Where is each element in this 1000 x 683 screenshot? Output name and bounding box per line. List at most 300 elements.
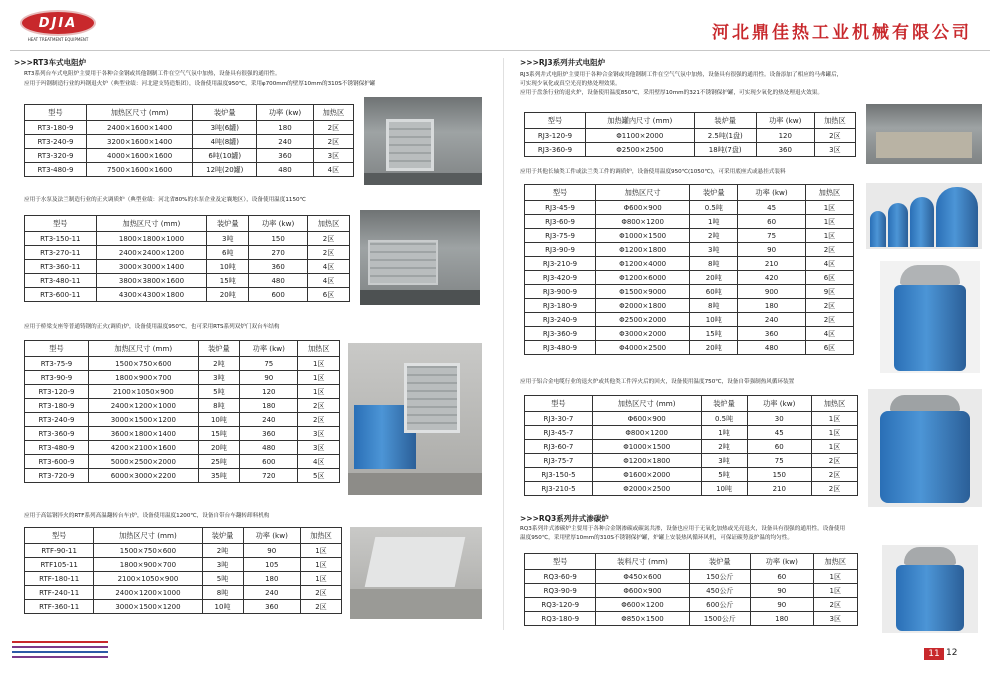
table-cell: 240 (240, 413, 298, 427)
table-cell: 1区 (805, 229, 853, 243)
table-row (525, 243, 854, 257)
column-header: 装炉量 (690, 185, 738, 201)
table-row (525, 313, 854, 327)
table-cell: 2区 (805, 299, 853, 313)
rt3-normalizing-spec-table (24, 215, 350, 302)
table-cell: 4区 (805, 327, 853, 341)
table-row (525, 454, 858, 468)
furnace-rails (360, 290, 480, 305)
table-cell: 30 (747, 412, 812, 426)
table-cell: 2吨 (690, 229, 738, 243)
table-row (25, 544, 342, 558)
table-cell: 2区 (812, 468, 858, 482)
table-cell: RT3-480-9 (25, 163, 87, 177)
table-cell: 480 (240, 441, 298, 455)
table-row (25, 274, 350, 288)
table-cell: 25吨 (198, 455, 240, 469)
rj3-tempering-spec-table (524, 395, 858, 496)
table-cell: 3吨 (198, 371, 240, 385)
column-header: 加热区 (813, 554, 857, 570)
rq3-section-title: >>>RQ3系列井式渗碳炉 (520, 514, 609, 523)
table-cell: 4区 (313, 163, 353, 177)
page-gutter (503, 58, 504, 630)
table-cell: 2区 (301, 586, 342, 600)
table-cell: RJ3-150-5 (525, 468, 593, 482)
table-cell: Φ1200×6000 (596, 271, 690, 285)
column-header: 功率 (kw) (751, 554, 813, 570)
table-cell: 6区 (805, 271, 853, 285)
table-cell: 20吨 (690, 341, 738, 355)
table-cell: 60 (751, 570, 813, 584)
decorative-stripes (12, 641, 108, 661)
table-cell: 3吨 (701, 454, 747, 468)
rt3-description-1: RT3系列台车式电阻炉主要用于各种合金钢或其他钢制工件在空气气氛中加热，设备具有很强的通用性。 (24, 71, 281, 77)
table-row (525, 285, 854, 299)
table-cell: RTF105-11 (25, 558, 94, 572)
table-cell: 2区 (812, 454, 858, 468)
table-cell: RJ3-120-9 (525, 129, 586, 143)
column-header: 加热区 (298, 341, 340, 357)
column-header: 功率 (kw) (756, 113, 814, 129)
rtf-table-description: 应用于高锰钢淬火的RTF系列高温翻转台车)炉，设备使用温度1200℃，设备自带台车翻转卸料机构 (24, 513, 270, 519)
table-cell: 3区 (298, 441, 340, 455)
table-cell: 5区 (298, 469, 340, 483)
table-row (525, 229, 854, 243)
column-header: 加热区 (313, 105, 353, 121)
table-cell: 7500×1600×1600 (87, 163, 193, 177)
table-row (25, 427, 340, 441)
table-cell: 2400×1600×1400 (87, 121, 193, 135)
table-row (525, 271, 854, 285)
rj3-quenching-spec-table (524, 184, 854, 355)
carburizing-shell (896, 565, 964, 631)
table-cell: RT3-240-9 (25, 135, 87, 149)
carburizing-furnace-photo (882, 545, 978, 633)
company-name: 河北鼎佳热工业机械有限公司 (712, 23, 972, 43)
table-cell: 2400×1200×1000 (94, 586, 202, 600)
table-cell: 6吨(10罐) (193, 149, 257, 163)
table-cell: 3区 (298, 427, 340, 441)
table-cell: 360 (249, 260, 308, 274)
table-cell: 2区 (813, 598, 857, 612)
table-cell: 20吨 (690, 271, 738, 285)
table-cell: RJ3-45-9 (525, 201, 596, 215)
table-cell: 1区 (301, 572, 342, 586)
table-cell: 2区 (308, 232, 350, 246)
table-cell: RT3-480-11 (25, 274, 97, 288)
table-cell: 3吨 (202, 558, 243, 572)
rj3-description-2: 可实现少氧化或真空光亮的热处理效果。 (520, 81, 621, 87)
table-cell: RT3-320-9 (25, 149, 87, 163)
page-number-right: 12 (946, 648, 958, 658)
table-row (525, 570, 858, 584)
table-cell: RJ3-90-9 (525, 243, 596, 257)
header-divider (10, 50, 990, 51)
table-cell: 2400×1200×1000 (88, 399, 198, 413)
column-header: 加热区尺寸 (mm) (87, 105, 193, 121)
table-cell: RJ3-210-9 (525, 257, 596, 271)
stripe-blue (12, 651, 108, 653)
table-cell: 210 (747, 482, 812, 496)
column-header: 装炉量 (207, 216, 249, 232)
column-header: 装炉量 (694, 113, 756, 129)
table-row (525, 468, 858, 482)
table-cell: 3200×1600×1400 (87, 135, 193, 149)
table-cell: 1区 (812, 440, 858, 454)
page-header (0, 0, 1000, 52)
table-cell: 8吨 (202, 586, 243, 600)
table-cell: 4区 (298, 455, 340, 469)
column-header: 装炉量 (689, 554, 751, 570)
table-row (25, 163, 354, 177)
table-row (25, 413, 340, 427)
table-cell: 1800×1800×1000 (96, 232, 207, 246)
table-cell: 3吨 (690, 243, 738, 257)
table-cell: 360 (240, 427, 298, 441)
table-cell: 3区 (814, 143, 855, 157)
table-cell: Φ850×1500 (596, 612, 689, 626)
table-cell: RT3-270-11 (25, 246, 97, 260)
table-cell: RT3-360-11 (25, 260, 97, 274)
rtf-spec-table (24, 527, 342, 614)
table-cell: 8吨 (690, 299, 738, 313)
table-row (525, 341, 854, 355)
table-row (25, 246, 350, 260)
carburizing-lid (904, 547, 956, 565)
table-row (525, 612, 858, 626)
table-cell: 1区 (813, 584, 857, 598)
rj3-table7-description: 应用于铝合金电缆行业的退火炉或其他类工件淬火后的回火，设备使用温度750℃，设备自带强制热风循环装置 (520, 379, 795, 385)
table-cell: 4区 (308, 260, 350, 274)
table-cell: Φ2000×2500 (592, 482, 701, 496)
normalizing-furnace-photo (360, 210, 480, 305)
table-cell: 3000×3000×1400 (96, 260, 207, 274)
table-header-row (525, 113, 856, 129)
table-row (25, 288, 350, 302)
column-header: 加热区尺寸 (mm) (94, 528, 202, 544)
table-cell: Φ600×900 (596, 201, 690, 215)
table-cell: Φ2000×1800 (596, 299, 690, 313)
furnace-cylinder-1 (870, 211, 886, 247)
table-cell: RQ3-60-9 (525, 570, 596, 584)
table-cell: 2区 (814, 129, 855, 143)
table-cell: 60 (747, 440, 812, 454)
table-cell: RTF-360-11 (25, 600, 94, 614)
table-row (25, 558, 342, 572)
table-cell: 240 (257, 135, 313, 149)
table-cell: 1800×900×700 (88, 371, 198, 385)
rt3-casting-spec-table (24, 340, 340, 483)
table-cell: 1500×750×600 (88, 357, 198, 371)
table-cell: Φ1200×1800 (592, 454, 701, 468)
table-cell: 10吨 (690, 313, 738, 327)
table-cell: RT3-75-9 (25, 357, 89, 371)
table-cell: RT3-90-9 (25, 371, 89, 385)
table-row (525, 584, 858, 598)
rj3-section-title: >>>RJ3系列井式电阻炉 (520, 58, 606, 67)
table-cell: RT3-600-9 (25, 455, 89, 469)
table-header-row (25, 216, 350, 232)
table-cell: 15吨 (690, 327, 738, 341)
table-cell: RTF-240-11 (25, 586, 94, 600)
table-cell: RJ3-240-9 (525, 313, 596, 327)
table-cell: 5吨 (198, 385, 240, 399)
table-cell: Φ2500×2500 (585, 143, 694, 157)
table-cell: 3600×1800×1400 (88, 427, 198, 441)
column-header: 装炉量 (701, 396, 747, 412)
table-cell: 2吨 (701, 440, 747, 454)
table-cell: Φ800×1200 (596, 215, 690, 229)
table-row (525, 299, 854, 313)
table-row (525, 598, 858, 612)
table-cell: 105 (243, 558, 301, 572)
table-cell: 15吨 (207, 274, 249, 288)
table-cell: 10吨 (207, 260, 249, 274)
table-cell: 360 (738, 327, 806, 341)
table-header-row (25, 528, 342, 544)
table-row (25, 572, 342, 586)
table-cell: 3吨(6罐) (193, 121, 257, 135)
column-header: 型号 (525, 396, 593, 412)
furnace-cylinder-2 (888, 203, 908, 247)
table-cell: 270 (249, 246, 308, 260)
table-cell: 20吨 (198, 441, 240, 455)
table-header-row (525, 185, 854, 201)
table-cell: RT3-240-9 (25, 413, 89, 427)
table-header-row (25, 341, 340, 357)
table-cell: RT3-480-9 (25, 441, 89, 455)
table-row (525, 426, 858, 440)
table-cell: Φ1000×1500 (592, 440, 701, 454)
column-header: 加热区尺寸 (mm) (592, 396, 701, 412)
column-header: 型号 (25, 216, 97, 232)
table-cell: 450公斤 (689, 584, 751, 598)
table-cell: 1区 (301, 544, 342, 558)
table-row (25, 385, 340, 399)
furnace-shell (894, 285, 966, 371)
table-cell: 6吨 (207, 246, 249, 260)
table-cell: 10吨 (202, 600, 243, 614)
table-row (25, 441, 340, 455)
table-cell: 2100×1050×900 (94, 572, 202, 586)
table-cell: RJ3-60-9 (525, 215, 596, 229)
workshop-floor (348, 473, 482, 495)
bogie-furnace-photo (364, 97, 482, 185)
raised-door (404, 363, 460, 433)
logo-text: DJIA (38, 15, 78, 31)
pit-furnace-single-photo (880, 261, 980, 373)
table-cell: 2区 (805, 243, 853, 257)
table-row (25, 371, 340, 385)
table-cell: 1800×900×700 (94, 558, 202, 572)
table-cell: 60 (738, 215, 806, 229)
convection-pit-furnace-photo (868, 389, 982, 507)
table-cell: RJ3-75-7 (525, 454, 593, 468)
table-cell: 60吨 (690, 285, 738, 299)
table-row (25, 600, 342, 614)
rj3-annealing-spec-table (524, 112, 856, 157)
table-cell: RQ3-90-9 (525, 584, 596, 598)
double-door-furnace-photo (348, 343, 482, 495)
table-row (25, 232, 350, 246)
table-cell: 4区 (308, 274, 350, 288)
table-cell: 12吨(20罐) (193, 163, 257, 177)
table-cell: 1吨 (701, 426, 747, 440)
table-cell: RJ3-45-7 (525, 426, 593, 440)
table-cell: RJ3-30-7 (525, 412, 593, 426)
table-cell: 1区 (812, 426, 858, 440)
table-cell: 2区 (313, 135, 353, 149)
table-row (525, 327, 854, 341)
column-header: 加热区 (301, 528, 342, 544)
table-cell: RQ3-120-9 (525, 598, 596, 612)
column-header: 功率 (kw) (257, 105, 313, 121)
table-cell: RT3-600-11 (25, 288, 97, 302)
table-cell: 90 (751, 584, 813, 598)
column-header: 加热罐内尺寸 (mm) (585, 113, 694, 129)
table-cell: 6000×3000×2200 (88, 469, 198, 483)
table-cell: 45 (738, 201, 806, 215)
table-cell: Φ1500×9000 (596, 285, 690, 299)
table-row (525, 215, 854, 229)
table-cell: 150 (249, 232, 308, 246)
column-header: 装炉量 (198, 341, 240, 357)
tilting-platform (365, 537, 466, 587)
rt3-section-title: >>>RT3车式电阻炉 (14, 58, 87, 67)
table-row (25, 260, 350, 274)
table-cell: 35吨 (198, 469, 240, 483)
table-cell: Φ1200×4000 (596, 257, 690, 271)
table-cell: 600公斤 (689, 598, 751, 612)
table-cell: 480 (249, 274, 308, 288)
table-cell: 600 (240, 455, 298, 469)
furnace-door (386, 119, 434, 171)
table-cell: Φ1600×2000 (592, 468, 701, 482)
table-cell: 180 (243, 572, 301, 586)
column-header: 加热区 (814, 113, 855, 129)
column-header: 型号 (25, 341, 89, 357)
table-cell: 2区 (301, 600, 342, 614)
table-header-row (525, 554, 858, 570)
table-cell: 90 (240, 371, 298, 385)
table-row (25, 469, 340, 483)
column-header: 型号 (25, 105, 87, 121)
table-row (525, 129, 856, 143)
rj3-description-3: 应用于盘条行业的退火炉，设备使用温度850℃，采用壁厚10mm的321不锈钢保护罐，可实现少氧化的热处理退火效果。 (520, 90, 823, 96)
rq3-description-1: RQ3系列井式渗碳炉主要用于各种合金钢渗碳或碳氮共渗，设备也应用于无氧化加热或光亮退火，设备具有很强的通用性。设备使用 (520, 526, 846, 532)
column-header: 加热区 (805, 185, 853, 201)
table-cell: RT3-120-9 (25, 385, 89, 399)
table-cell: 1区 (298, 385, 340, 399)
table-cell: 10吨 (701, 482, 747, 496)
table-row (525, 143, 856, 157)
table-cell: Φ1200×1800 (596, 243, 690, 257)
table-cell: 4吨(8罐) (193, 135, 257, 149)
table-cell: Φ600×900 (596, 584, 689, 598)
table-cell: Φ600×1200 (596, 598, 689, 612)
logo-subtitle: HEAT TREATMENT EQUIPMENT (27, 37, 89, 42)
column-header: 装炉量 (193, 105, 257, 121)
table-cell: RJ3-75-9 (525, 229, 596, 243)
table-cell: 75 (240, 357, 298, 371)
table-cell: RT3-360-9 (25, 427, 89, 441)
rq3-description-2: 温度950℃，采用壁厚10mm的310S不锈钢保护罐，炉罐上安装热风循环风机，可保证碳势及炉温的均匀性。 (520, 535, 793, 541)
table-cell: 180 (257, 121, 313, 135)
column-header: 功率 (kw) (240, 341, 298, 357)
table-cell: 6区 (308, 288, 350, 302)
table-cell: Φ450×600 (596, 570, 689, 584)
table-cell: RJ3-900-9 (525, 285, 596, 299)
furnace-base (364, 173, 482, 185)
furnace-front (368, 240, 438, 285)
pit-furnace-annealing-photo (866, 104, 982, 164)
table-cell: 3区 (313, 149, 353, 163)
table-cell: Φ600×900 (592, 412, 701, 426)
table-cell: 75 (738, 229, 806, 243)
table-cell: 2100×1050×900 (88, 385, 198, 399)
table-cell: 2400×2400×1200 (96, 246, 207, 260)
rj3-description-1: RJ3系列井式电阻炉主要用于各种合金钢或其他钢制工件在空气气氛中加热，设备具有很强的通用性。设备添加了相应的马弗罐后， (520, 72, 843, 78)
table-cell: 3800×3800×1600 (96, 274, 207, 288)
table-row (25, 455, 340, 469)
rt3-description-2: 应用于玛钢制造行业的玛钢退火炉（典型业绩：河北建支铸造集团），设备使用温度950℃，采用φ700mm的壁厚10mm的310S不锈钢保护罐 (24, 81, 376, 87)
table-cell: Φ2500×2000 (596, 313, 690, 327)
table-cell: 2区 (298, 399, 340, 413)
table-cell: 180 (240, 399, 298, 413)
table-cell: 1区 (301, 558, 342, 572)
table-row (525, 412, 858, 426)
table-cell: 1区 (298, 371, 340, 385)
table-cell: 360 (243, 600, 301, 614)
table-cell: 2区 (805, 313, 853, 327)
rt3-table2-description: 应用于水泵及法兰制造行业的正火调质炉（典型业绩：河北省80%的水泵企业及定襄地区），设备使用温度1150℃ (24, 197, 306, 203)
table-row (525, 257, 854, 271)
table-cell: 6区 (805, 341, 853, 355)
table-cell: RJ3-210-5 (525, 482, 593, 496)
table-cell: Φ4000×2500 (596, 341, 690, 355)
table-cell: 420 (738, 271, 806, 285)
table-cell: RQ3-180-9 (525, 612, 596, 626)
table-cell: RT3-180-9 (25, 121, 87, 135)
table-cell: 4区 (805, 257, 853, 271)
column-header: 功率 (kw) (249, 216, 308, 232)
convection-lid (890, 395, 960, 411)
table-cell: 8吨 (690, 257, 738, 271)
table-cell: 2吨 (202, 544, 243, 558)
table-cell: 90 (738, 243, 806, 257)
table-cell: RJ3-360-9 (525, 327, 596, 341)
table-cell: 75 (747, 454, 812, 468)
column-header: 加热区尺寸 (mm) (96, 216, 207, 232)
column-header: 功率 (kw) (243, 528, 301, 544)
table-cell: 1区 (812, 412, 858, 426)
column-header: 装炉量 (202, 528, 243, 544)
pit-furnace-covers (876, 132, 972, 158)
table-row (25, 357, 340, 371)
furnace-cylinder-4 (936, 187, 978, 247)
tilting-bogie-photo (350, 527, 482, 619)
table-cell: Φ1000×1500 (596, 229, 690, 243)
column-header: 型号 (525, 554, 596, 570)
table-cell: 720 (240, 469, 298, 483)
table-cell: 90 (751, 598, 813, 612)
table-cell: 2区 (298, 413, 340, 427)
table-cell: 1500×750×600 (94, 544, 202, 558)
table-cell: 600 (249, 288, 308, 302)
column-header: 功率 (kw) (747, 396, 812, 412)
table-cell: 90 (243, 544, 301, 558)
table-cell: 18吨(7盘) (694, 143, 756, 157)
